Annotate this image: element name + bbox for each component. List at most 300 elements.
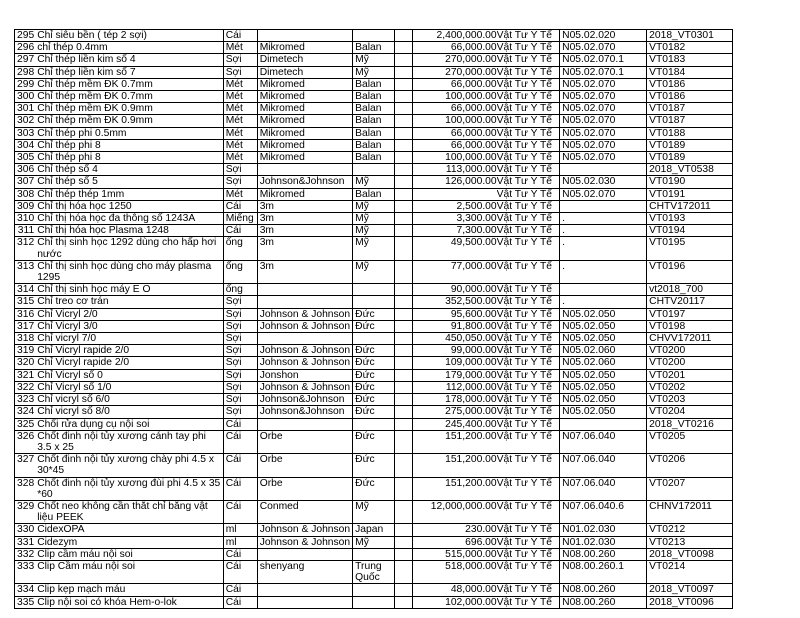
item-name-cell: Chốt đinh nội tủy xương chày phi 4.5 x 30*45 [35,454,223,477]
unit-cell: ống [223,284,257,296]
manufacturer-cell [257,596,352,608]
supply-price-table [14,29,733,609]
origin-cell: Japan [353,524,395,536]
manufacturer-cell: Mikromed [257,78,352,90]
price-cell: 91,800.00 [413,320,497,332]
item-code-cell: 2018_VT0301 [647,30,733,42]
group-code-cell: N05.02.050 [560,369,647,381]
blank-cell [395,548,413,560]
group-code-cell: N05.02.060 [560,345,647,357]
row-number-cell: 330 [15,524,36,536]
group-code-cell: N05.02.070 [560,127,647,139]
row-number-cell: 322 [15,381,36,393]
item-code-cell: 2018_VT0216 [647,418,733,430]
table-row [15,139,733,151]
item-name-cell: chỉ thép 0.4mm [35,42,223,54]
row-number-cell: 331 [15,536,36,548]
item-name-cell: Chốt đinh nội tủy xương đùi phi 4.5 x 35 *60 [35,477,223,500]
origin-cell: Đức [353,430,395,453]
row-number-cell: 324 [15,406,36,418]
unit-cell: Mét [223,115,257,127]
item-name-cell: Chỉ Vicryl số 0 [35,369,223,381]
manufacturer-cell: Johnson&Johnson [257,394,352,406]
origin-cell: Mỹ [353,66,395,78]
item-name-cell: Chỉ Vicryl số 1/0 [35,381,223,393]
blank-cell [395,381,413,393]
manufacturer-cell: Dimetech [257,66,352,78]
blank-cell [395,115,413,127]
item-code-cell: VT0212 [647,524,733,536]
unit-cell: Sợi [223,369,257,381]
blank-cell [395,500,413,523]
category-cell: Vật Tư Y Tế [497,584,560,596]
item-code-cell: CHTV172011 [647,200,733,212]
price-cell: 352,500.00 [413,296,497,308]
group-code-cell: N08.00.260.1 [560,560,647,583]
item-name-cell: Chỉ thị sinh học máy E O [35,284,223,296]
origin-cell: Mỹ [353,500,395,523]
blank-cell [395,213,413,225]
origin-cell: Đức [353,369,395,381]
unit-cell: Sợi [223,176,257,188]
item-name-cell: Chỉ siêu bền ( tép 2 sợi) [35,30,223,42]
table-row [15,584,733,596]
manufacturer-cell: Mikromed [257,91,352,103]
blank-cell [395,584,413,596]
origin-cell: Mỹ [353,237,395,260]
price-cell: 99,000.00 [413,345,497,357]
category-cell: Vật Tư Y Tế [497,152,560,164]
table-row [15,225,733,237]
price-cell: 275,000.00 [413,406,497,418]
table-row [15,381,733,393]
item-code-cell: VT0183 [647,54,733,66]
unit-cell: Cái [223,430,257,453]
group-code-cell: . [560,260,647,283]
item-code-cell: VT0207 [647,477,733,500]
row-number-cell: 307 [15,176,36,188]
manufacturer-cell [257,30,352,42]
item-code-cell: VT0213 [647,536,733,548]
table-row [15,42,733,54]
item-code-cell: vt2018_700 [647,284,733,296]
blank-cell [395,320,413,332]
price-cell [413,188,497,200]
table-row [15,418,733,430]
item-code-cell: 2018_VT0538 [647,164,733,176]
category-cell: Vật Tư Y Tế [497,213,560,225]
item-name-cell: Chỉ Vicryl rapide 2/0 [35,357,223,369]
group-code-cell [560,164,647,176]
item-code-cell: VT0189 [647,139,733,151]
table-row [15,524,733,536]
table-row [15,78,733,90]
unit-cell: ml [223,536,257,548]
item-name-cell: Chỉ thị hóa học đa thông số 1243A [35,213,223,225]
item-name-cell: Chỉ thị hóa học Plasma 1248 [35,225,223,237]
group-code-cell: N05.02.070 [560,139,647,151]
unit-cell: Sợi [223,333,257,345]
category-cell: Vật Tư Y Tế [497,430,560,453]
price-cell: 245,400.00 [413,418,497,430]
origin-cell: Balan [353,42,395,54]
manufacturer-cell: Mikromed [257,42,352,54]
table-row [15,454,733,477]
price-cell: 151,200.00 [413,430,497,453]
item-code-cell: VT0186 [647,78,733,90]
item-code-cell: VT0205 [647,430,733,453]
group-code-cell: N08.00.260 [560,584,647,596]
item-name-cell: Clip Cầm máu nội soi [35,560,223,583]
row-number-cell: 318 [15,333,36,345]
price-cell: 48,000.00 [413,584,497,596]
manufacturer-cell: shenyang [257,560,352,583]
price-cell: 109,000.00 [413,357,497,369]
blank-cell [395,596,413,608]
item-name-cell: Chỉ thép số 4 [35,164,223,176]
origin-cell: Đức [353,345,395,357]
blank-cell [395,369,413,381]
table-row [15,394,733,406]
price-cell: 100,000.00 [413,152,497,164]
row-number-cell: 312 [15,237,36,260]
group-code-cell: N05.02.070 [560,78,647,90]
item-name-cell: Chỉ thị sinh học dùng cho máy plasma 1295 [35,260,223,283]
row-number-cell: 310 [15,213,36,225]
unit-cell: Miếng [223,213,257,225]
price-cell: 66,000.00 [413,103,497,115]
item-name-cell: Chốt đinh nội tủy xương cánh tay phi 3.5 x 25 [35,430,223,453]
manufacturer-cell: 3m [257,237,352,260]
item-name-cell: Chỉ thép phi 0.5mm [35,127,223,139]
manufacturer-cell [257,584,352,596]
origin-cell [353,584,395,596]
item-code-cell: 2018_VT0096 [647,596,733,608]
item-name-cell: Chỉ thép phi 8 [35,152,223,164]
group-code-cell [560,418,647,430]
item-code-cell: VT0182 [647,42,733,54]
table-row [15,127,733,139]
unit-cell: Cái [223,200,257,212]
item-code-cell: VT0190 [647,176,733,188]
manufacturer-cell: Johnson & Johnson [257,524,352,536]
category-cell: Vật Tư Y Tế [497,418,560,430]
price-cell: 7,300.00 [413,225,497,237]
item-name-cell: Chỉ treo cơ trán [35,296,223,308]
category-cell: Vật Tư Y Tế [497,308,560,320]
category-cell: Vật Tư Y Tế [497,42,560,54]
row-number-cell: 335 [15,596,36,608]
manufacturer-cell: 3m [257,213,352,225]
group-code-cell: N08.00.260 [560,596,647,608]
row-number-cell: 298 [15,66,36,78]
item-name-cell: Chốt neo không cần thắt chỉ bằng vật liệu PEEK [35,500,223,523]
item-name-cell: Chỉ thép liền kim số 4 [35,54,223,66]
category-cell: Vật Tư Y Tế [497,200,560,212]
blank-cell [395,536,413,548]
price-cell: 178,000.00 [413,394,497,406]
price-cell: 49,500.00 [413,237,497,260]
item-name-cell: Chỉ thị sinh học 1292 dùng cho hấp hơi nước [35,237,223,260]
origin-cell: Trung Quốc [353,560,395,583]
unit-cell: Mét [223,103,257,115]
blank-cell [395,30,413,42]
blank-cell [395,560,413,583]
origin-cell: Balan [353,127,395,139]
group-code-cell: N05.02.070.1 [560,66,647,78]
row-number-cell: 304 [15,139,36,151]
manufacturer-cell: Johnson&Johnson [257,176,352,188]
manufacturer-cell: Conmed [257,500,352,523]
table-row [15,345,733,357]
origin-cell [353,30,395,42]
blank-cell [395,333,413,345]
blank-cell [395,200,413,212]
unit-cell: Sợi [223,357,257,369]
blank-cell [395,477,413,500]
item-name-cell: Chỉ thép số 5 [35,176,223,188]
table-row [15,30,733,42]
unit-cell: Cái [223,548,257,560]
price-cell: 100,000.00 [413,115,497,127]
blank-cell [395,357,413,369]
blank-cell [395,394,413,406]
row-number-cell: 297 [15,54,36,66]
row-number-cell: 309 [15,200,36,212]
group-code-cell: N08.00.260 [560,548,647,560]
category-cell: Vật Tư Y Tế [497,54,560,66]
unit-cell: Sợi [223,345,257,357]
manufacturer-cell: Orbe [257,430,352,453]
row-number-cell: 313 [15,260,36,283]
price-cell: 230.00 [413,524,497,536]
manufacturer-cell: Mikromed [257,127,352,139]
origin-cell [353,548,395,560]
category-cell: Vật Tư Y Tế [497,406,560,418]
item-name-cell: Chỉ vicryl 7/0 [35,333,223,345]
table-row [15,66,733,78]
blank-cell [395,42,413,54]
unit-cell: Cái [223,596,257,608]
blank-cell [395,78,413,90]
category-cell: Vật Tư Y Tế [497,115,560,127]
unit-cell: Cái [223,584,257,596]
unit-cell: Mét [223,127,257,139]
item-code-cell: VT0187 [647,115,733,127]
item-name-cell: Clip cầm máu nội soi [35,548,223,560]
item-name-cell: Chỉ thép liền kim số 7 [35,66,223,78]
row-number-cell: 328 [15,477,36,500]
blank-cell [395,139,413,151]
category-cell: Vật Tư Y Tế [497,454,560,477]
price-cell: 100,000.00 [413,91,497,103]
origin-cell: Đức [353,381,395,393]
table-row [15,477,733,500]
origin-cell: Đức [353,477,395,500]
item-code-cell: VT0193 [647,213,733,225]
unit-cell: Cái [223,500,257,523]
category-cell: Vật Tư Y Tế [497,477,560,500]
item-code-cell: VT0194 [647,225,733,237]
item-code-cell: 2018_VT0097 [647,584,733,596]
item-name-cell: Chỉ Vicryl rapide 2/0 [35,345,223,357]
unit-cell: ống [223,237,257,260]
row-number-cell: 305 [15,152,36,164]
manufacturer-cell [257,164,352,176]
price-cell: 151,200.00 [413,477,497,500]
table-row [15,596,733,608]
origin-cell: Đức [353,454,395,477]
category-cell: Vật Tư Y Tế [497,345,560,357]
unit-cell: Mét [223,78,257,90]
blank-cell [395,188,413,200]
unit-cell: Cái [223,225,257,237]
table-row [15,369,733,381]
category-cell: Vật Tư Y Tế [497,369,560,381]
manufacturer-cell: 3m [257,200,352,212]
origin-cell: Balan [353,78,395,90]
unit-cell: Sợi [223,66,257,78]
blank-cell [395,296,413,308]
group-code-cell: . [560,213,647,225]
category-cell: Vật Tư Y Tế [497,560,560,583]
row-number-cell: 319 [15,345,36,357]
table-row [15,536,733,548]
row-number-cell: 316 [15,308,36,320]
category-cell: Vật Tư Y Tế [497,381,560,393]
item-code-cell: VT0206 [647,454,733,477]
group-code-cell: N07.06.040 [560,430,647,453]
group-code-cell: N05.02.060 [560,357,647,369]
item-code-cell: CHNV172011 [647,500,733,523]
table-row [15,188,733,200]
row-number-cell: 314 [15,284,36,296]
group-code-cell: N05.02.070.1 [560,54,647,66]
price-cell: 518,000.00 [413,560,497,583]
origin-cell: Balan [353,188,395,200]
manufacturer-cell: Johnson & Johnson [257,308,352,320]
row-number-cell: 317 [15,320,36,332]
item-code-cell: VT0200 [647,345,733,357]
item-name-cell: Chỉ thép phi 8 [35,139,223,151]
price-cell: 270,000.00 [413,54,497,66]
group-code-cell: N05.02.070 [560,91,647,103]
item-name-cell: Chỉ thép mềm ĐK 0.7mm [35,91,223,103]
category-cell: Vật Tư Y Tế [497,176,560,188]
group-code-cell: N07.06.040 [560,454,647,477]
manufacturer-cell: Johnson&Johnson [257,406,352,418]
group-code-cell: . [560,296,647,308]
table-row [15,406,733,418]
table-row [15,430,733,453]
group-code-cell: N05.02.070 [560,42,647,54]
unit-cell: ml [223,524,257,536]
row-number-cell: 332 [15,548,36,560]
unit-cell: Sợi [223,54,257,66]
group-code-cell: N01.02.030 [560,536,647,548]
origin-cell: Mỹ [353,225,395,237]
table-row [15,333,733,345]
table-row [15,91,733,103]
manufacturer-cell [257,548,352,560]
price-cell: 126,000.00 [413,176,497,188]
table-row [15,152,733,164]
unit-cell: ống [223,260,257,283]
group-code-cell: N05.02.050 [560,394,647,406]
item-code-cell: CHVV172011 [647,333,733,345]
origin-cell: Đức [353,357,395,369]
item-name-cell: Chổi rửa dụng cụ nội soi [35,418,223,430]
group-code-cell: N05.02.070 [560,188,647,200]
table-row [15,164,733,176]
table-row [15,176,733,188]
item-code-cell: VT0214 [647,560,733,583]
price-cell: 102,000.00 [413,596,497,608]
item-code-cell: VT0198 [647,320,733,332]
group-code-cell: N07.06.040.6 [560,500,647,523]
manufacturer-cell: Orbe [257,477,352,500]
row-number-cell: 333 [15,560,36,583]
row-number-cell: 321 [15,369,36,381]
item-name-cell: Chỉ thị hóa học 1250 [35,200,223,212]
item-name-cell: Chỉ thép thép 1mm [35,188,223,200]
category-cell: Vật Tư Y Tế [497,284,560,296]
item-code-cell: VT0195 [647,237,733,260]
table-row [15,548,733,560]
category-cell: Vật Tư Y Tế [497,596,560,608]
group-code-cell: N05.02.050 [560,308,647,320]
origin-cell: Balan [353,139,395,151]
origin-cell: Balan [353,115,395,127]
price-cell: 179,000.00 [413,369,497,381]
category-cell: Vật Tư Y Tế [497,30,560,42]
row-number-cell: 315 [15,296,36,308]
blank-cell [395,345,413,357]
item-code-cell: VT0201 [647,369,733,381]
origin-cell [353,296,395,308]
unit-cell: Sợi [223,164,257,176]
manufacturer-cell: 3m [257,225,352,237]
row-number-cell: 326 [15,430,36,453]
blank-cell [395,225,413,237]
category-cell: Vật Tư Y Tế [497,127,560,139]
unit-cell: Mét [223,139,257,151]
category-cell: Vật Tư Y Tế [497,103,560,115]
table-row [15,54,733,66]
item-name-cell: Cidezym [35,536,223,548]
row-number-cell: 327 [15,454,36,477]
category-cell: Vật Tư Y Tế [497,164,560,176]
origin-cell: Mỹ [353,176,395,188]
item-code-cell: VT0188 [647,127,733,139]
group-code-cell: N01.02.030 [560,524,647,536]
blank-cell [395,430,413,453]
price-cell: 3,300.00 [413,213,497,225]
category-cell: Vật Tư Y Tế [497,394,560,406]
blank-cell [395,127,413,139]
item-code-cell: VT0200 [647,357,733,369]
manufacturer-cell: Johnson & Johnson [257,381,352,393]
manufacturer-cell [257,418,352,430]
price-cell: 696.00 [413,536,497,548]
manufacturer-cell: Johnson & Johnson [257,357,352,369]
origin-cell: Mỹ [353,200,395,212]
group-code-cell: N07.06.040 [560,477,647,500]
group-code-cell: . [560,237,647,260]
group-code-cell: . [560,225,647,237]
item-code-cell: VT0204 [647,406,733,418]
price-cell: 90,000.00 [413,284,497,296]
